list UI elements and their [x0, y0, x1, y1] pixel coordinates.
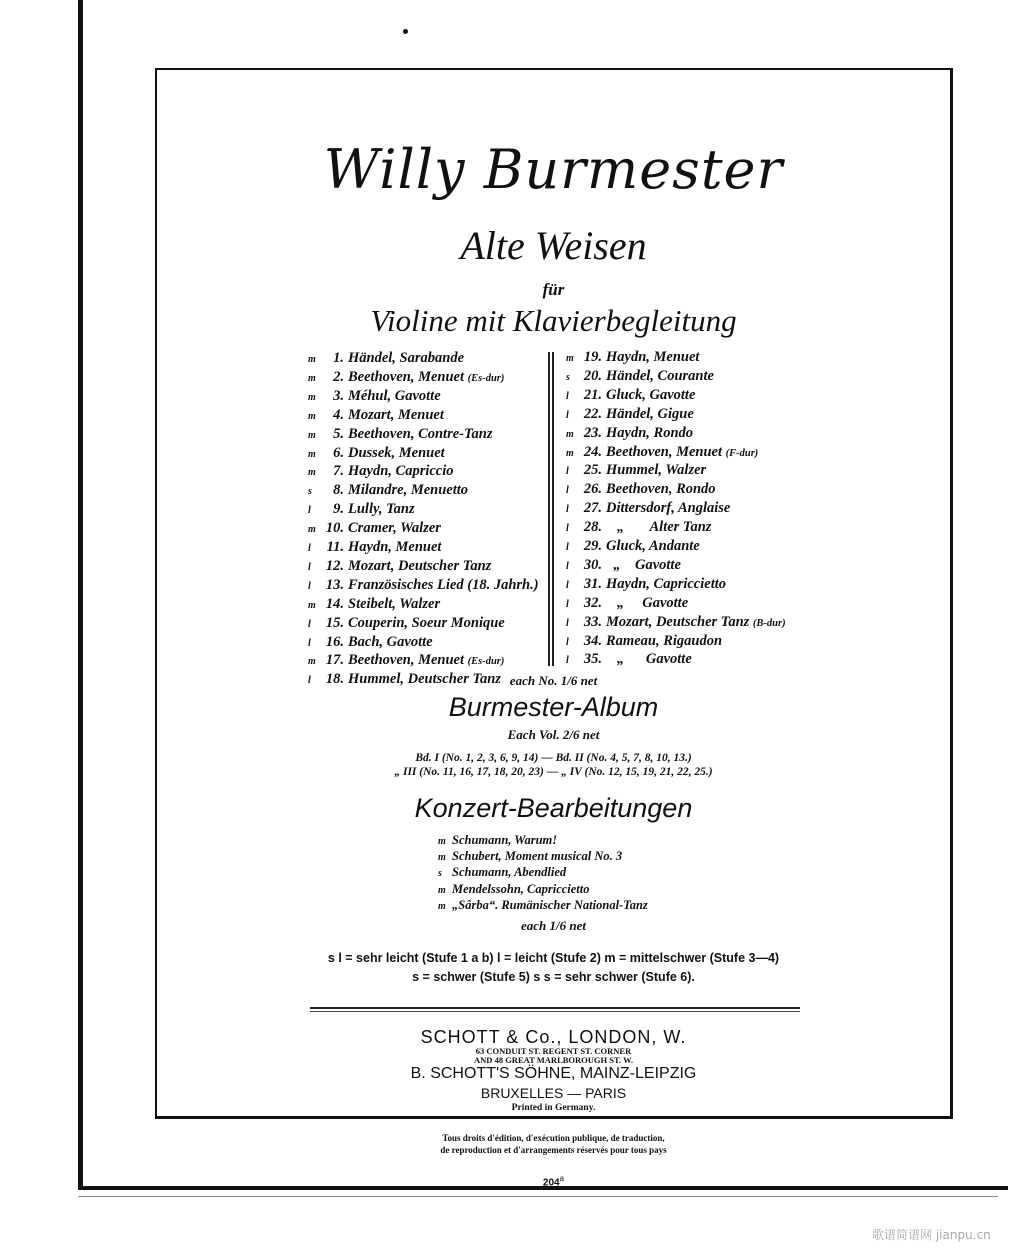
work-title: Haydn, Capriccietto	[606, 575, 727, 592]
work-title: Steibelt, Walzer	[348, 595, 441, 612]
difficulty-grade: m	[308, 372, 316, 384]
difficulty-grade: m	[308, 391, 316, 403]
difficulty-grade: l	[308, 618, 311, 630]
difficulty-grade: l	[566, 504, 569, 516]
work-title: Händel, Gigue	[606, 405, 694, 422]
konzert-item	[438, 897, 648, 913]
work-item	[566, 556, 681, 574]
work-number: 5.	[333, 425, 344, 442]
difficulty-grade: m	[438, 900, 446, 912]
work-title: Hummel, Deutscher Tanz	[348, 671, 501, 688]
difficulty-grade: m	[308, 410, 316, 422]
album-title: Burmester-Album	[448, 692, 659, 722]
difficulty-grade: m	[566, 428, 574, 440]
work-number: 15.	[325, 614, 344, 631]
work-number: 29.	[583, 538, 602, 554]
difficulty-grade: l	[566, 466, 569, 478]
work-number: 8.	[333, 482, 344, 499]
work-title: Couperin, Soeur Monique	[348, 614, 505, 631]
publisher-mainz: B. SCHOTT'S SÖHNE, MAINZ-LEIPZIG	[410, 1065, 697, 1082]
difficulty-grade: s	[438, 868, 442, 880]
difficulty-grade: s	[566, 371, 570, 383]
work-number: 23.	[583, 424, 602, 441]
work-item	[566, 575, 726, 593]
work-number: 27.	[583, 500, 602, 517]
work-item	[566, 480, 716, 498]
konzert-work-title: Mendelssohn, Capriccietto	[452, 881, 590, 896]
work-item	[308, 576, 539, 594]
work-title: Händel, Sarabande	[348, 350, 465, 366]
instrumentation: Violine mit Klavierbegleitung	[370, 303, 737, 338]
work-number: 22.	[583, 405, 602, 422]
work-item	[308, 462, 454, 480]
difficulty-grade: m	[308, 429, 316, 441]
work-title: Méhul, Gavotte	[348, 387, 441, 404]
work-item	[308, 444, 445, 462]
work-number: 3.	[333, 387, 344, 404]
work-item	[308, 349, 464, 367]
publisher-london: SCHOTT & Co., LONDON, W.	[420, 1027, 687, 1047]
binding-rule-left	[78, 0, 83, 1190]
difficulty-grade: l	[566, 617, 569, 629]
konzert-item	[438, 832, 557, 848]
difficulty-grade: l	[566, 390, 569, 402]
work-title: „ Alter Tanz	[606, 519, 712, 536]
difficulty-grade: l	[308, 637, 311, 649]
work-number: 14.	[325, 595, 344, 612]
work-number: 6.	[333, 444, 344, 461]
difficulty-grade: m	[308, 599, 316, 611]
difficulty-grade: l	[308, 561, 311, 573]
work-item	[566, 594, 688, 612]
ink-speck	[403, 29, 408, 34]
work-title: „ Gavotte	[606, 556, 681, 573]
difficulty-grade: m	[438, 884, 446, 896]
difficulty-grade: m	[308, 467, 316, 479]
work-title: Mozart, Deutscher Tanz	[606, 613, 750, 630]
work-title: Rameau, Rigaudon	[606, 632, 723, 649]
work-title: Beethoven, Menuet	[606, 443, 722, 460]
work-number: 35.	[583, 651, 602, 668]
column-divider	[548, 352, 550, 666]
work-title: Hummel, Walzer	[606, 462, 707, 479]
work-number: 17.	[325, 652, 344, 669]
konzert-work-title: Schumann, Abendlied	[452, 865, 567, 880]
work-number: 1.	[333, 350, 344, 366]
work-item	[566, 518, 711, 536]
work-number: 16.	[325, 633, 344, 650]
work-number: 13.	[325, 576, 344, 593]
watermark: 歌谱简谱网 jianpu.cn	[872, 1228, 991, 1242]
difficulty-grade: l	[566, 560, 569, 572]
difficulty-grade: m	[308, 354, 316, 365]
fuer-label: für	[542, 280, 565, 299]
difficulty-grade: s	[308, 486, 312, 498]
work-number: 7.	[333, 463, 344, 480]
work-title: Gluck, Gavotte	[606, 386, 696, 403]
work-item	[566, 650, 692, 668]
difficulty-grade: m	[438, 836, 446, 847]
work-title: Haydn, Menuet	[606, 349, 700, 365]
work-title: Beethoven, Rondo	[606, 481, 716, 498]
work-title: Milandre, Menuetto	[348, 482, 469, 499]
key-note: (Es-dur)	[467, 656, 505, 668]
work-item	[566, 461, 706, 479]
work-title: Beethoven, Menuet	[348, 368, 464, 385]
work-item	[566, 537, 700, 555]
difficulty-grade: m	[438, 852, 446, 864]
work-title: „ Gavotte	[606, 594, 689, 611]
work-number: 30.	[583, 556, 602, 573]
work-item	[308, 406, 444, 424]
page-suffix: a	[559, 1174, 565, 1183]
work-number: 19.	[583, 349, 602, 365]
work-title: Mozart, Menuet	[348, 406, 444, 423]
publisher-cities: BRUXELLES — PARIS	[480, 1085, 627, 1101]
work-item	[308, 651, 504, 669]
work-item	[566, 405, 694, 423]
work-title: Gluck, Andante	[606, 538, 700, 554]
column-divider	[552, 352, 554, 666]
difficulty-grade: l	[308, 580, 311, 592]
konzert-work-title: Schubert, Moment musical No. 3	[452, 849, 623, 864]
key-note: (B-dur)	[752, 617, 786, 629]
difficulty-grade: l	[566, 542, 569, 553]
work-item	[308, 368, 504, 386]
key-note: (Es-dur)	[467, 372, 505, 384]
difficulty-grade: l	[308, 543, 311, 554]
page-number-value: 204	[542, 1177, 560, 1189]
work-item	[566, 632, 722, 650]
difficulty-grade: l	[566, 485, 569, 497]
work-number: 34.	[583, 632, 602, 649]
difficulty-grade: l	[566, 523, 569, 535]
difficulty-grade: l	[566, 579, 569, 591]
work-item	[308, 481, 468, 499]
work-title: Dussek, Menuet	[348, 444, 445, 461]
separator-rule	[310, 1011, 800, 1012]
publisher-address-2: AND 48 GREAT MARLBOROUGH ST. W.	[474, 1055, 633, 1065]
work-number: 12.	[325, 557, 344, 574]
difficulty-grade: m	[566, 447, 574, 459]
work-number: 2.	[333, 368, 344, 385]
work-item	[308, 500, 415, 518]
work-number: 24.	[583, 443, 602, 460]
work-title: Händel, Courante	[606, 367, 714, 384]
konzert-price: each 1/6 net	[521, 918, 586, 933]
work-title: „ Gavotte	[606, 651, 692, 668]
rights-line-1: Tous droits d'édition, d'exécution publique, de traduction,	[442, 1133, 665, 1143]
printed-in: Printed in Germany.	[511, 1103, 596, 1113]
work-number: 18.	[325, 671, 344, 688]
work-number: 32.	[583, 594, 602, 611]
work-number: 9.	[333, 501, 344, 518]
difficulty-grade: m	[566, 353, 574, 364]
work-item	[308, 387, 441, 405]
work-number: 11.	[326, 539, 344, 555]
work-item	[566, 386, 695, 404]
work-number: 21.	[583, 386, 602, 403]
scan-edge-line	[78, 1196, 998, 1197]
work-title: Haydn, Capriccio	[348, 463, 454, 480]
konzert-item	[438, 848, 622, 864]
work-item	[566, 424, 693, 442]
album-volumes-2: „ III (No. 11, 16, 17, 18, 20, 23) — „ IV (No. 12, 15, 19, 21, 22, 25.)	[394, 766, 713, 778]
alte-weisen-price: each No. 1/6 net	[509, 673, 598, 688]
work-number: 20.	[583, 367, 602, 384]
difficulty-grade: l	[566, 636, 569, 648]
collection-title: Alte Weisen	[460, 223, 647, 268]
konzert-title: Konzert-Bearbeitungen	[414, 793, 693, 823]
work-item	[308, 425, 492, 443]
work-item	[308, 614, 505, 632]
work-number: 31.	[583, 575, 602, 592]
work-item	[308, 538, 441, 556]
konzert-work-title: „Sârba“. Rumänischer National-Tanz	[452, 897, 648, 912]
difficulty-grade: m	[308, 448, 316, 460]
work-title: Französisches Lied (18. Jahrh.)	[348, 576, 539, 593]
album-volumes-1: Bd. I (No. 1, 2, 3, 6, 9, 14) — Bd. II (No. 4, 5, 7, 8, 10, 13.)	[415, 752, 692, 764]
work-title: Bach, Gavotte	[348, 633, 433, 650]
work-item	[566, 348, 699, 366]
publisher-address-1: 63 CONDUIT ST. REGENT ST. CORNER	[475, 1046, 632, 1056]
work-number: 25.	[583, 462, 602, 479]
album-price: Each Vol. 2/6 net	[507, 727, 600, 742]
work-number: 4.	[333, 406, 344, 423]
work-number: 28.	[583, 519, 602, 536]
work-title: Beethoven, Menuet	[348, 652, 464, 669]
work-title: Haydn, Rondo	[606, 424, 694, 441]
work-title: Lully, Tanz	[348, 501, 415, 518]
work-title: Mozart, Deutscher Tanz	[348, 557, 492, 574]
work-title: Cramer, Walzer	[348, 520, 441, 537]
work-item	[308, 519, 441, 537]
work-item	[566, 443, 758, 461]
rights-line-2: de reproduction et d'arrangements réservés pour tous pays	[440, 1145, 667, 1155]
work-item	[308, 557, 491, 575]
difficulty-grade: m	[308, 524, 316, 536]
konzert-item	[438, 881, 590, 897]
difficulty-legend-1: s l = sehr leicht (Stufe 1 a b) l = leicht (Stufe 2) m = mittelschwer (Stufe 3—4)	[327, 951, 780, 965]
difficulty-grade: l	[566, 655, 569, 667]
work-number: 33.	[583, 613, 602, 630]
work-number: 26.	[583, 481, 602, 498]
difficulty-legend-2: s = schwer (Stufe 5) s s = sehr schwer (Stufe 6).	[412, 970, 695, 984]
key-note: (F-dur)	[725, 447, 759, 459]
work-item	[566, 613, 786, 631]
work-item	[308, 633, 433, 651]
difficulty-grade: l	[308, 505, 311, 517]
work-number: 10.	[325, 520, 344, 537]
difficulty-grade: m	[308, 656, 316, 668]
difficulty-grade: l	[566, 409, 569, 421]
work-title: Beethoven, Contre-Tanz	[348, 425, 493, 442]
work-title: Haydn, Menuet	[348, 539, 442, 555]
work-item	[566, 367, 714, 385]
difficulty-grade: l	[308, 675, 311, 687]
konzert-item	[438, 864, 566, 880]
composer-title: Willy Burmester	[323, 138, 784, 201]
work-item	[566, 499, 730, 517]
work-item	[308, 595, 440, 613]
konzert-work-title: Schumann, Warum!	[452, 833, 558, 847]
difficulty-grade: l	[566, 598, 569, 610]
page-number	[155, 1174, 952, 1188]
separator-rule	[310, 1007, 800, 1009]
work-title: Dittersdorf, Anglaise	[606, 500, 731, 517]
